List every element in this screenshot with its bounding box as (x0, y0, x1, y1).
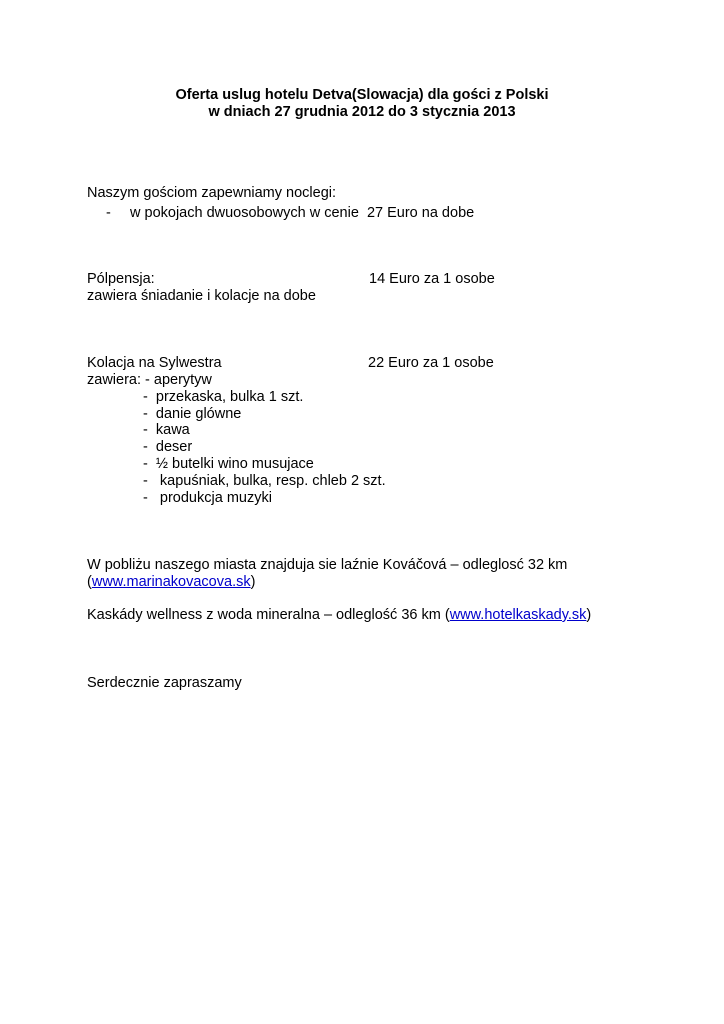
dinner-item: - kawa (143, 422, 190, 438)
baths-open-paren: ( (87, 574, 92, 590)
accommodation-bullet-dash: - (106, 205, 111, 221)
half-board-description: zawiera śniadanie i kolacje na dobe (87, 288, 316, 304)
baths-close-paren: ) (250, 574, 256, 590)
half-board-label: Pólpensja: (87, 271, 155, 287)
half-board-price: 14 Euro za 1 osobe (369, 271, 495, 287)
wellness-text: Kaskády wellness z woda mineralna – odleglość 36 km ( (87, 607, 450, 623)
wellness-link[interactable]: www.hotelkaskady.sk (449, 607, 587, 623)
baths-text: W pobliżu naszego miasta znajduja sie laźnie Kováčová – odleglosć 32 km (87, 557, 568, 573)
dinner-label: Kolacja na Sylwestra (87, 355, 222, 371)
dinner-item: - danie glówne (143, 406, 242, 422)
baths-link[interactable]: www.marinakovacova.sk (91, 574, 251, 590)
closing-text: Serdecznie zapraszamy (87, 675, 242, 691)
wellness-line (87, 607, 591, 624)
wellness-close-paren: ) (586, 607, 592, 623)
dinner-item: - kapuśniak, bulka, resp. chleb 2 szt. (143, 473, 386, 489)
dinner-item: - deser (143, 439, 193, 455)
title-line-1: Oferta uslug hotelu Detva(Slowacja) dla gości z Polski (175, 87, 549, 103)
dinner-item: - produkcja muzyki (143, 490, 272, 506)
dinner-item: - przekaska, bulka 1 szt. (143, 389, 304, 405)
dinner-price: 22 Euro za 1 osobe (368, 355, 494, 371)
accommodation-intro: Naszym gościom zapewniamy noclegi: (87, 185, 337, 201)
title-line-2: w dniach 27 grudnia 2012 do 3 stycznia 2013 (208, 104, 516, 120)
baths-link-line (87, 574, 255, 591)
dinner-includes-label: zawiera: - aperytyw (87, 372, 212, 388)
accommodation-bullet-text: w pokojach dwuosobowych w cenie 27 Euro na dobe (130, 205, 475, 221)
dinner-item: - ½ butelki wino musujace (143, 456, 314, 472)
